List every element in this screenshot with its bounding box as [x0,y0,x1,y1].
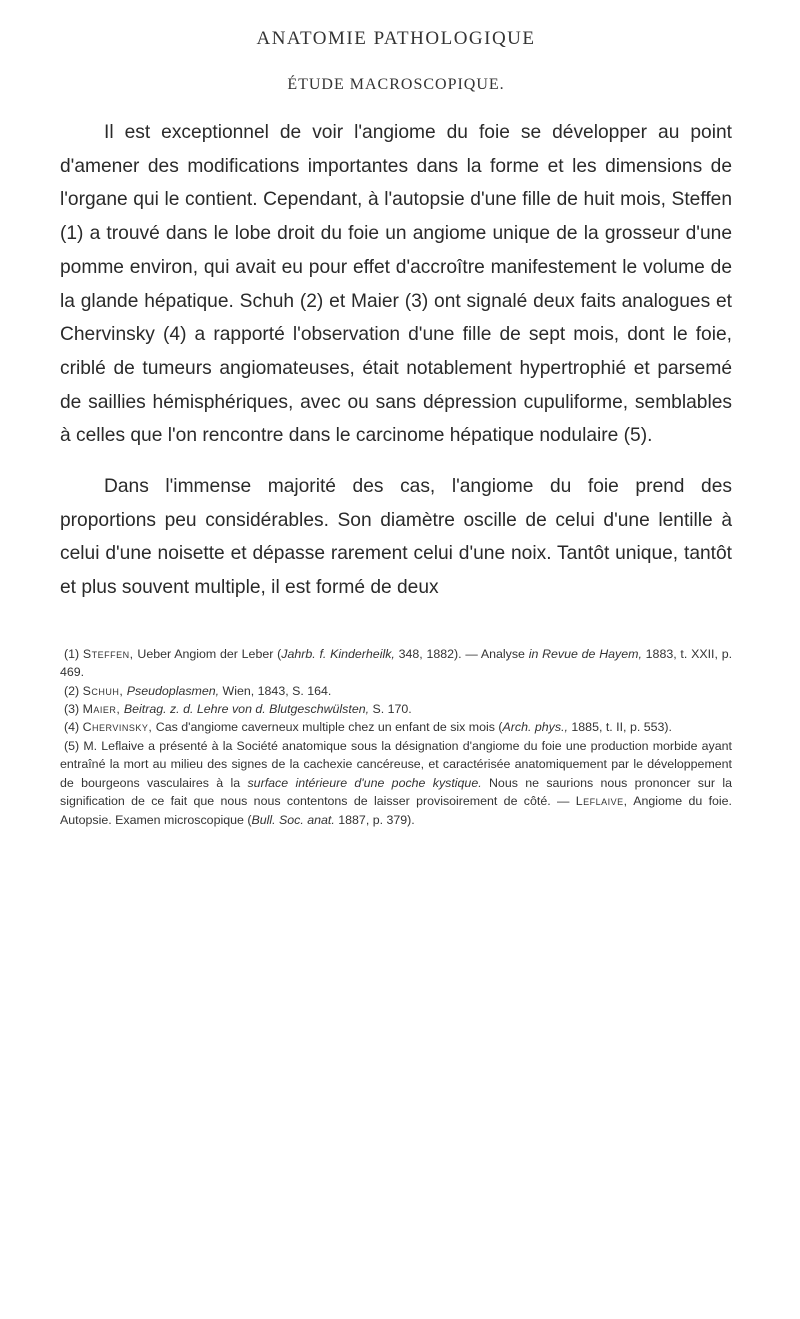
footnote-text: Cas d'angiome caverneux multiple chez un enfant de six mois ( [152,720,503,735]
footnote-number: (1) [64,646,80,661]
footnote-text: 348, 1882). — Analyse [394,646,529,661]
footnote-number: (3) [64,702,80,717]
footnote-author: Steffen, [82,646,134,661]
footnote-number: (4) [64,720,80,735]
footnote-journal: Jahrb. f. Kinderheilk, [281,646,395,661]
body-paragraph-2: Dans l'immense majorité des cas, l'angiome du foie prend des proportions peu considérables. Son diamètre oscille de celui d'une lentille à celui d'une noisette et dépasse rarement celui d'une noix. Tantôt unique, tantôt et plus souvent multiple, il est formé de deux [60,476,732,599]
footnote-journal: Arch. phys., [502,720,568,735]
footnote-text: 1885, t. II, p. 553). [567,720,672,735]
section-subtitle: ÉTUDE MACROSCOPIQUE. [287,76,505,93]
footnote-text: Wien, 1843, S. 164. [219,683,332,698]
footnote-text: M. Leflaive a présenté à la Société anatomique sous la désignation d'angiome du foie une production morbide ayant entraîné la mort au milieu des signes de la cachexie cancéreuse, et caractérisée anatomiquement par le développement de bourgeons vasculaires à la [60,738,732,790]
footnote-number: (2) [64,683,80,698]
footnote-journal: Beitrag. z. d. Lehre von d. Blutgeschwülsten, [123,702,370,717]
footnote-2 [60,682,732,700]
footnote-author: Chervinsky, [82,720,153,735]
document-page [60,28,732,829]
footnote-author: Leflaive, [575,794,628,809]
footnote-number: (5) [64,738,80,753]
footnote-emphasis: surface intérieure d'une poche kystique. [247,775,482,790]
footnote-journal: in Revue de Hayem, [528,646,642,661]
footnote-3 [60,700,732,718]
footnote-journal: Bull. Soc. anat. [251,812,335,827]
body-paragraph-1: Il est exceptionnel de voir l'angiome du foie se développer au point d'amener des modifications importantes dans la forme et les dimensions de l'organe qui le contient. Cependant, à l'autopsie d'une fille de huit mois, Steffen (1) a trouvé dans le lobe droit du foie un angiome unique de la grosseur d'une pomme environ, qui avait eu pour effet d'accroître manifestement le volume de la glande hépatique. Schuh (2) et Maier (3) ont signalé deux faits analogues et Chervinsky (4) a rapporté l'observation d'une fille de sept mois, dont le foie, criblé de tumeurs angiomateuses, était notablement hypertrophié et parsemé de saillies hémisphériques, avec ou sans dépression cupuliforme, semblables à celles que l'on rencontre dans le carcinome hépatique nodulaire (5). [60,122,732,447]
footnote-text: Ueber Angiom der Leber ( [133,646,282,661]
footnote-text: Angiome du foie. Autopsie. Examen microscopique ( [60,794,732,827]
footnotes [60,645,732,829]
page-title: ANATOMIE PATHOLOGIQUE [256,28,536,49]
footnote-4 [60,718,732,736]
footnote-text: 1883, t. XXII, p. 469. [60,646,733,680]
footnote-journal: Pseudoplasmen, [126,683,220,698]
footnote-author: Maier, [82,702,121,717]
footnote-text: S. 170. [369,702,412,717]
footnote-5 [60,737,732,829]
footnote-1 [60,645,732,682]
footnote-text: 1887, p. 379). [334,812,415,827]
footnote-text: Nous ne saurions nous prononcer sur la signification de ce fait que nous nous contentons de laisser provisoirement de côté. — [60,775,732,809]
footnote-author: Schuh, [82,683,124,698]
